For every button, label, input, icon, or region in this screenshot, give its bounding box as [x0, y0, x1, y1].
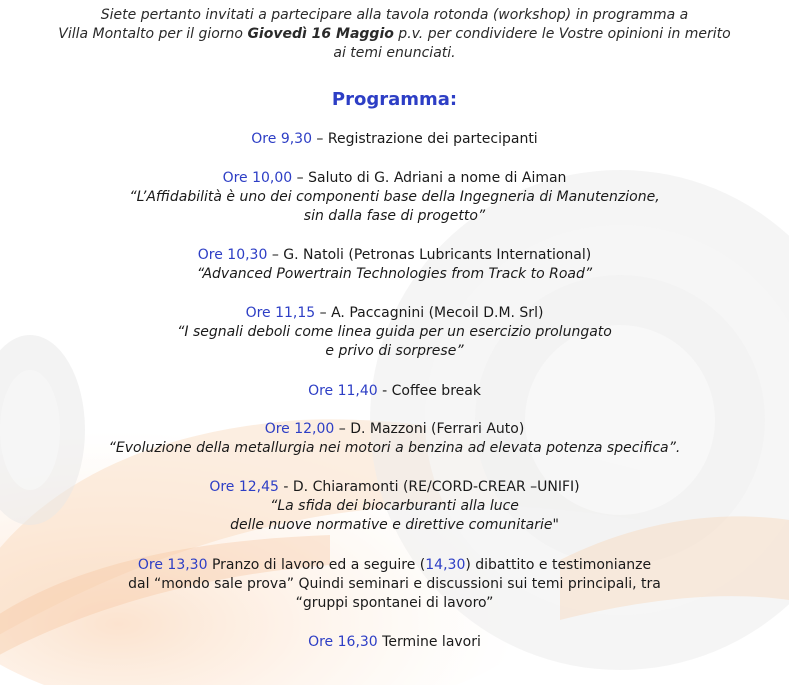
- program-item: [0, 382, 789, 401]
- item-quote: delle nuove normative e direttive comunitarie": [230, 517, 559, 533]
- item-text: – A. Paccagnini (Mecoil D.M. Srl): [315, 305, 544, 321]
- item-time: Ore 12,00: [264, 421, 335, 437]
- item-quote: “La sfida dei biocarburanti alla luce: [270, 498, 519, 514]
- item-text: ) dibattito e testimonianze: [465, 557, 652, 573]
- item-quote: sin dalla fase di progetto”: [303, 208, 486, 224]
- program-item: [0, 556, 789, 613]
- item-text: - Coffee break: [377, 383, 481, 399]
- intro-line-2: [20, 25, 769, 44]
- item-time-secondary: 14,30: [425, 557, 466, 573]
- program-heading: Programma:: [331, 89, 458, 110]
- item-quote: e privo di sorprese”: [325, 343, 464, 359]
- item-quote: “L’Affidabilità è uno dei componenti base della Ingegneria di Manutenzione,: [129, 189, 660, 205]
- item-text: – Saluto di G. Adriani a nome di Aiman: [292, 170, 567, 186]
- item-quote: “Evoluzione della metallurgia nei motori a benzina ad elevata potenza specifica”.: [108, 440, 681, 456]
- item-time: Ore 9,30: [251, 131, 312, 147]
- intro-paragraph: [20, 6, 769, 63]
- program-item: [0, 246, 789, 284]
- item-text: Termine lavori: [377, 634, 481, 650]
- item-text-line: “gruppi spontanei di lavoro”: [295, 595, 494, 611]
- item-time: Ore 13,30: [137, 557, 208, 573]
- program-item: [0, 130, 789, 149]
- item-time: Ore 11,40: [308, 383, 378, 399]
- program-item: [0, 169, 789, 226]
- item-text-line: dal “mondo sale prova” Quindi seminari e discussioni sui temi principali, tra: [128, 576, 661, 592]
- intro-line-3: ai temi enunciati.: [333, 45, 456, 61]
- item-text: - D. Chiaramonti (RE/CORD-CREAR –UNIFI): [278, 479, 580, 495]
- program-item: [0, 304, 789, 361]
- item-time: Ore 12,45: [209, 479, 279, 495]
- item-text: – Registrazione dei partecipanti: [311, 131, 538, 147]
- item-time: Ore 16,30: [308, 634, 378, 650]
- item-text: – G. Natoli (Petronas Lubricants International): [267, 247, 592, 263]
- item-time: Ore 10,30: [197, 247, 268, 263]
- intro-line-2-start: Villa Montalto per il giorno: [58, 26, 248, 42]
- program-item: [0, 478, 789, 535]
- item-quote: “Advanced Powertrain Technologies from Track to Road”: [196, 266, 593, 282]
- item-time: Ore 10,00: [222, 170, 293, 186]
- program-item: [0, 420, 789, 458]
- item-quote: “I segnali deboli come linea guida per un esercizio prolungato: [177, 324, 612, 340]
- intro-line-1: Siete pertanto invitati a partecipare alla tavola rotonda (workshop) in programma a: [100, 7, 689, 23]
- item-time: Ore 11,15: [245, 305, 316, 321]
- intro-line-2-end: p.v. per condividere le Vostre opinioni in merito: [393, 26, 731, 42]
- program-item: [0, 633, 789, 652]
- item-text: Pranzo di lavoro ed a seguire (: [207, 557, 426, 573]
- event-date: Giovedì 16 Maggio: [247, 26, 394, 42]
- item-text: – D. Mazzoni (Ferrari Auto): [334, 421, 525, 437]
